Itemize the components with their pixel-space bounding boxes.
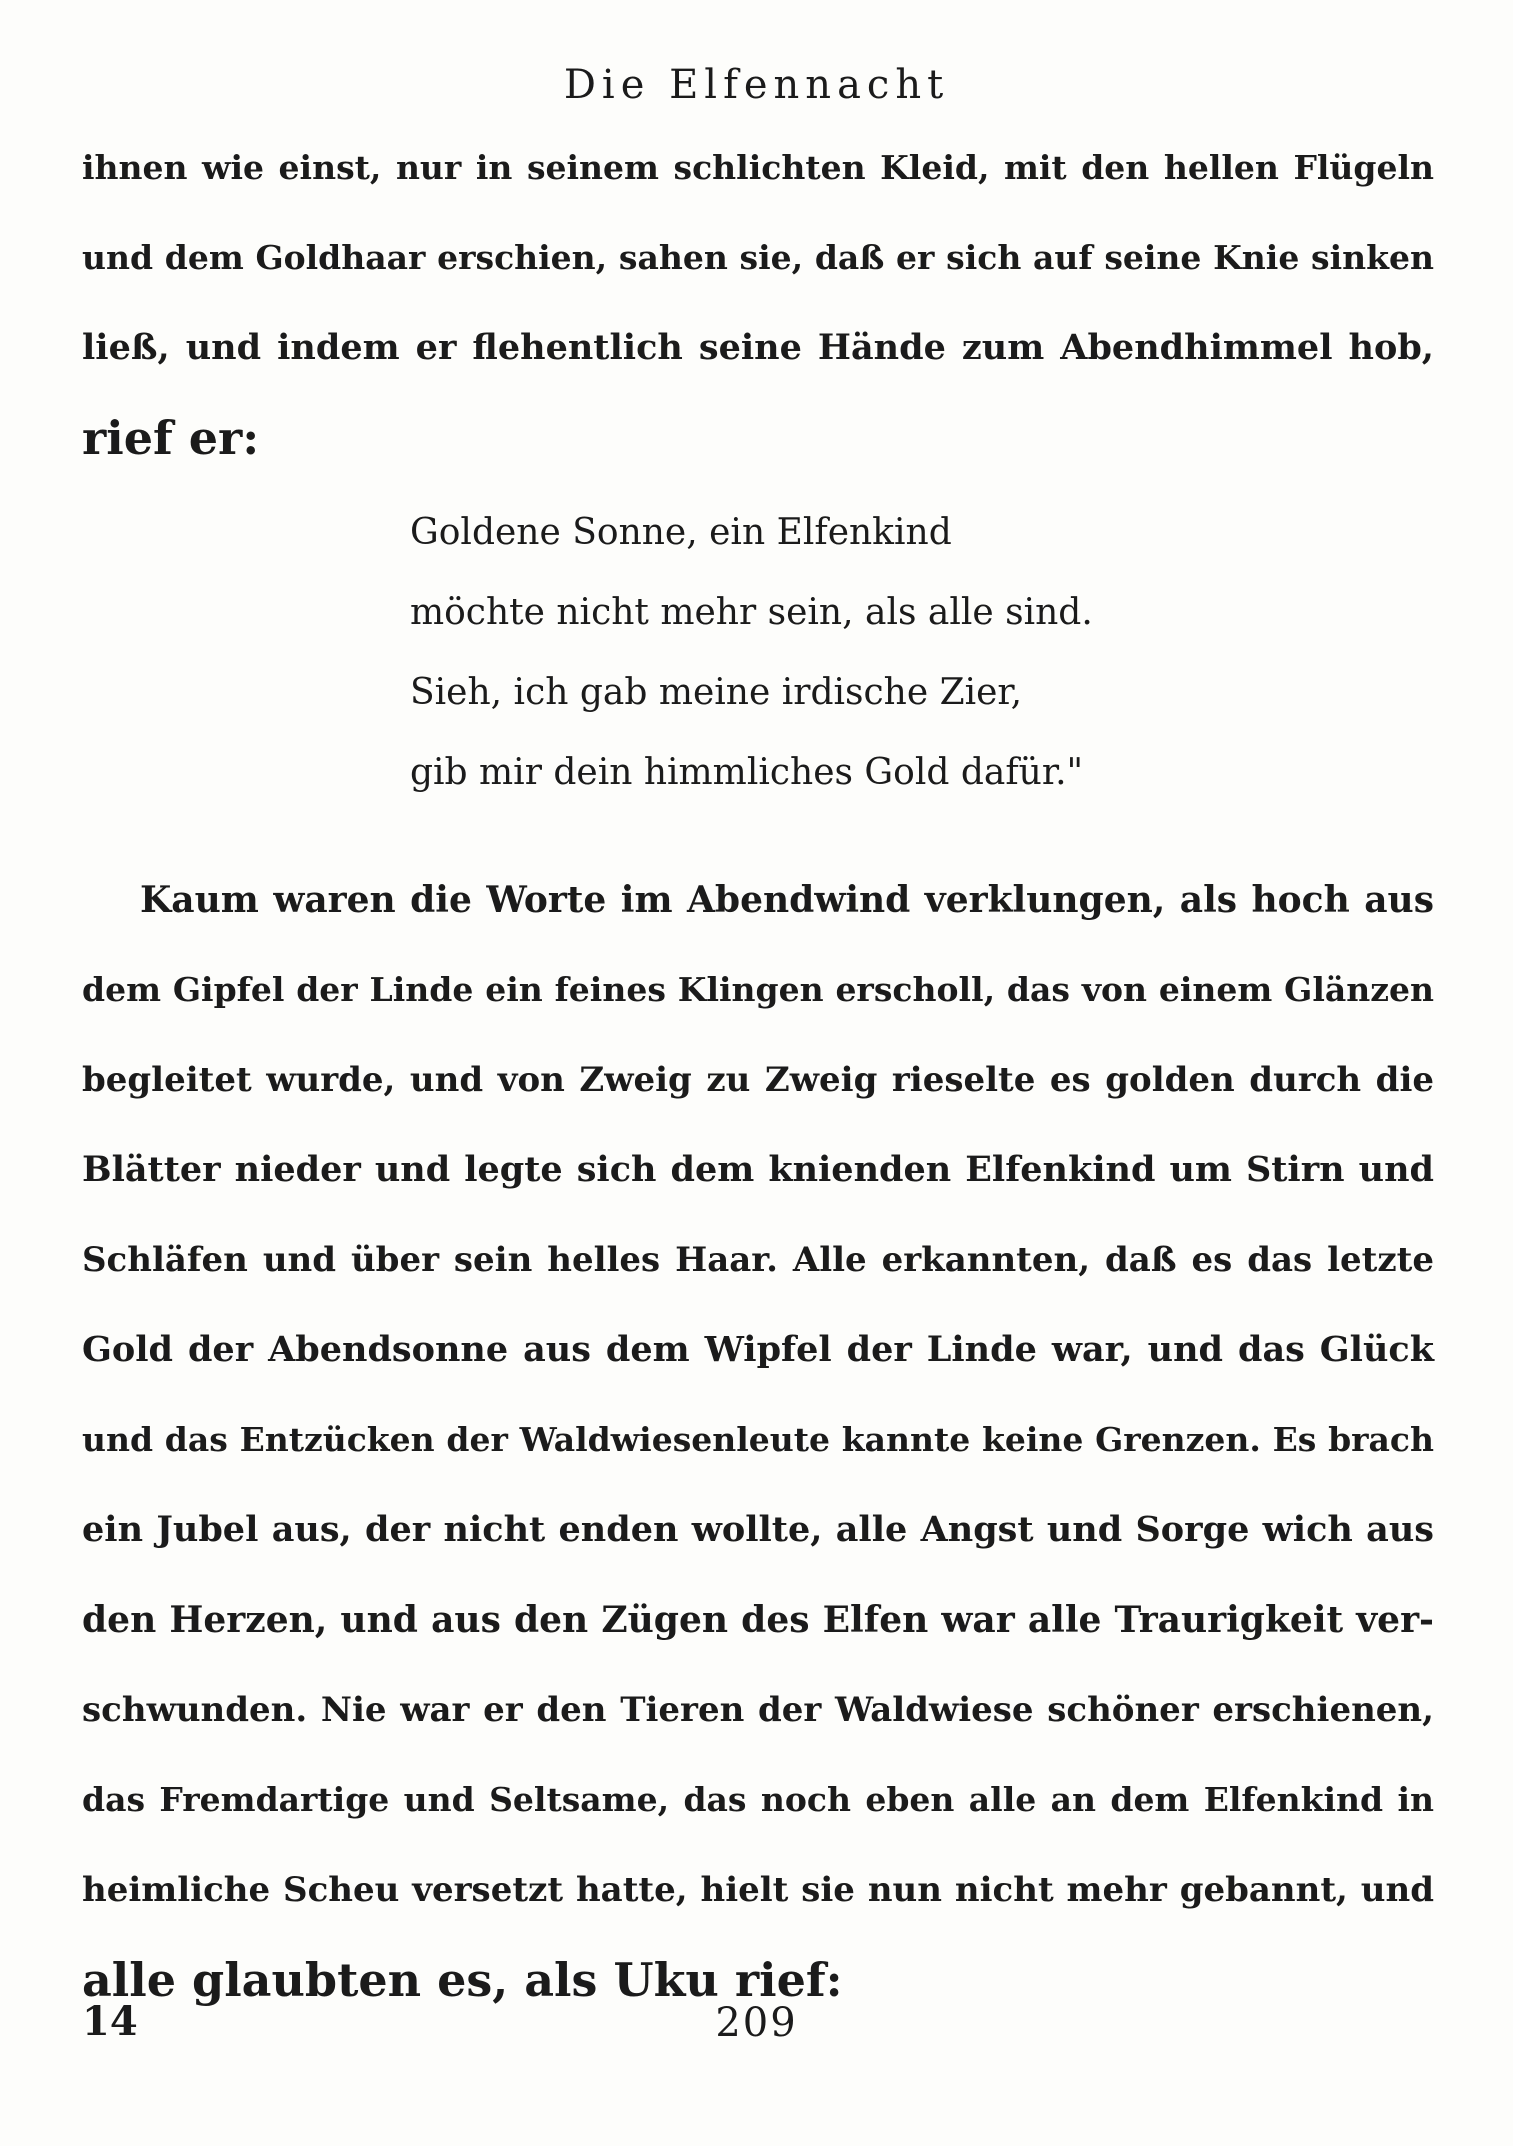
text-line: schwunden. Nie war er den Tieren der Waldwiese schöner erschienen, [82,1690,1434,1730]
verse-line: Goldene Sonne, ein Elfenkind [410,512,952,553]
verse-line: Sieh, ich gab meine irdische Zier, [410,672,1023,713]
running-head: Die Elfennacht [563,62,950,108]
text-line: ihnen wie einst, nur in seinem schlichten Kleid, mit den hellen Flügeln [82,148,1434,187]
text-line: Schläfen und über sein helles Haar. Alle erkannten, daß es das letzte [82,1240,1434,1280]
text-line: das Fremdartige und Seltsame, das noch eben alle an dem Elfenkind in [82,1780,1434,1819]
text-line: begleitet wurde, und von Zweig zu Zweig rieselte es golden durch die [82,1060,1434,1100]
text-line: heimliche Scheu versetzt hatte, hielt sie nun nicht mehr gebannt, und [82,1870,1434,1910]
text-line: Gold der Abendsonne aus dem Wipfel der Linde war, und das Glück [82,1329,1434,1370]
signature-mark: 14 [82,1998,138,2045]
text-line: ein Jubel aus, der nicht enden wollte, alle Angst und Sorge wich aus [82,1509,1434,1550]
verse-line: gib mir dein himmliches Gold dafür." [410,752,1084,793]
text-line: Kaum waren die Worte im Abendwind verklungen, als hoch aus [140,879,1434,921]
text-line: ließ, und indem er flehentlich seine Hände zum Abendhimmel hob, [82,327,1434,368]
text-line: den Herzen, und aus den Zügen des Elfen war alle Traurigkeit ver- [82,1599,1434,1641]
text-line: alle glaubten es, als Uku rief: [82,1953,843,2007]
verse-line: möchte nicht mehr sein, als alle sind. [410,592,1093,633]
text-line: rief er: [82,411,260,465]
text-line: dem Gipfel der Linde ein feines Klingen erscholl, das von einem Glänzen [82,970,1434,1009]
text-line: und das Entzücken der Waldwiesenleute kannte keine Grenzen. Es brach [82,1420,1434,1459]
text-line: und dem Goldhaar erschien, sahen sie, daß er sich auf seine Knie sinken [82,238,1434,277]
page-number: 209 [715,2000,798,2046]
text-line: Blätter nieder und legte sich dem knienden Elfenkind um Stirn und [82,1149,1434,1190]
